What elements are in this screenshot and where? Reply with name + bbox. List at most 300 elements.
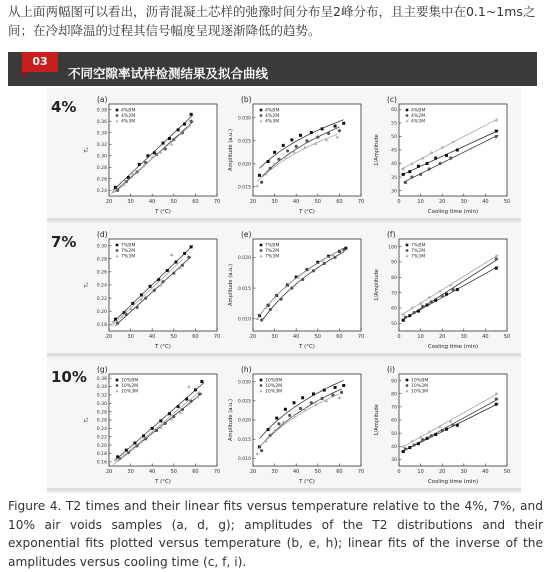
- x-axis-label: Cooling time (min): [427, 209, 479, 215]
- y-tick-label: 70: [391, 291, 397, 297]
- data-point: [430, 300, 433, 303]
- data-point: [404, 181, 407, 184]
- data-point: [277, 158, 280, 161]
- y-tick-label: 90: [391, 379, 397, 385]
- data-point: [421, 305, 424, 308]
- legend-label: 7%3M: [121, 254, 136, 260]
- x-axis-label: T (°C): [155, 479, 171, 485]
- legend-label: 4%3M: [121, 119, 136, 125]
- data-point: [408, 170, 411, 173]
- figure-row-3: [47, 358, 521, 491]
- x-tick-label: 40: [482, 199, 489, 205]
- x-tick-label: 0: [397, 199, 401, 205]
- legend-marker: [116, 109, 119, 112]
- legend-marker: [116, 249, 119, 252]
- y-tick-label: 0.010: [237, 457, 251, 463]
- data-point: [140, 293, 143, 296]
- data-point: [327, 132, 330, 135]
- data-point: [312, 269, 315, 272]
- y-tick-label: 40: [391, 444, 397, 450]
- legend-label: 10%3M: [121, 389, 139, 395]
- x-tick-label: 0: [397, 334, 401, 340]
- x-tick-label: 30: [460, 199, 467, 205]
- legend-label: 4%BM: [265, 108, 280, 114]
- y-tick-label: 0.30: [96, 401, 107, 407]
- data-point: [321, 127, 324, 130]
- legend-label: 4%2M: [265, 114, 280, 120]
- data-point: [430, 434, 433, 437]
- y-tick-label: 0.26: [96, 418, 107, 424]
- figure-row-2: [47, 223, 521, 356]
- y-tick-label: 0.26: [96, 177, 107, 183]
- row-air-void-label: 10%: [51, 368, 87, 386]
- data-point: [438, 162, 441, 165]
- data-point: [321, 397, 324, 400]
- legend-label: 4%BM: [121, 108, 136, 114]
- y-tick-label: 0.28: [96, 257, 107, 263]
- legend-marker: [406, 114, 409, 117]
- y-tick-label: 0.18: [96, 452, 107, 458]
- panel-letter: (e): [241, 230, 252, 239]
- data-point: [174, 261, 177, 264]
- data-point: [445, 154, 448, 157]
- y-tick-label: 0.020: [237, 418, 251, 424]
- x-tick-label: 0: [397, 469, 401, 475]
- data-point: [312, 392, 315, 395]
- legend-label: 7%2M: [411, 249, 426, 255]
- x-tick-label: 60: [336, 469, 343, 475]
- x-tick-label: 40: [149, 334, 156, 340]
- data-point: [151, 427, 154, 430]
- y-tick-label: 80: [391, 392, 397, 398]
- data-point: [310, 131, 313, 134]
- data-point: [172, 272, 175, 275]
- legend-marker: [406, 379, 409, 382]
- y-tick-label: 0.24: [96, 427, 107, 433]
- y-tick-label: 0.015: [237, 185, 251, 191]
- panel-letter: (g): [97, 365, 108, 374]
- x-tick-label: 30: [127, 199, 134, 205]
- data-point: [293, 401, 296, 404]
- data-point: [495, 267, 498, 270]
- x-tick-label: 50: [170, 469, 177, 475]
- data-point: [495, 397, 498, 400]
- data-point: [162, 142, 165, 145]
- subplot-svg: [373, 92, 513, 216]
- data-point: [172, 415, 175, 418]
- x-tick-label: 10: [417, 199, 424, 205]
- data-point: [299, 407, 302, 410]
- data-point: [200, 380, 203, 383]
- y-axis-label: Amplitude (a.u.): [228, 263, 234, 307]
- data-point: [177, 405, 180, 408]
- panel-letter: (i): [387, 365, 395, 374]
- x-tick-label: 20: [105, 334, 113, 340]
- y-tick-label: 0.34: [96, 385, 107, 391]
- subplot: [83, 362, 223, 486]
- y-tick-label: 0.025: [237, 139, 251, 145]
- y-tick-label: 0.015: [237, 286, 251, 292]
- subplot: [227, 92, 367, 216]
- data-point: [177, 128, 180, 131]
- x-tick-label: 50: [314, 199, 321, 205]
- subplot-svg: [83, 92, 223, 216]
- x-tick-label: 50: [314, 469, 321, 475]
- data-point: [295, 145, 298, 148]
- data-point: [135, 306, 138, 309]
- legend-label: 10%2M: [265, 384, 283, 390]
- x-tick-label: 30: [127, 469, 134, 475]
- y-axis-label: T₂: [84, 147, 90, 153]
- legend-marker: [260, 244, 263, 247]
- x-tick-label: 70: [213, 199, 221, 205]
- y-tick-label: 55: [391, 121, 397, 127]
- x-axis-label: T (°C): [155, 209, 171, 215]
- section-header-bar: [8, 52, 537, 86]
- legend-marker: [260, 109, 263, 112]
- x-tick-label: 20: [439, 334, 446, 340]
- x-tick-label: 30: [460, 469, 467, 475]
- y-tick-label: 70: [391, 405, 397, 411]
- subplot-svg: [373, 362, 513, 486]
- data-point: [288, 414, 291, 417]
- y-axis-label: T₂: [84, 417, 90, 423]
- x-tick-label: 60: [192, 469, 199, 475]
- legend-label: 7%BM: [411, 243, 426, 249]
- data-point: [168, 412, 171, 415]
- data-point: [161, 280, 164, 283]
- x-tick-label: 50: [503, 469, 511, 475]
- legend-label: 10%BM: [411, 378, 429, 384]
- subplot-svg: [227, 227, 367, 351]
- data-point: [456, 424, 459, 427]
- x-tick-label: 30: [271, 469, 278, 475]
- panel-letter: (b): [241, 95, 252, 104]
- legend-label: 10%2M: [411, 384, 429, 390]
- data-point: [164, 422, 167, 425]
- data-point: [323, 262, 326, 265]
- data-point: [181, 264, 184, 267]
- data-point: [404, 316, 407, 319]
- subplot: [373, 92, 513, 216]
- data-point: [181, 408, 184, 411]
- data-point: [260, 449, 263, 452]
- x-tick-label: 50: [503, 334, 511, 340]
- subplot-svg: [83, 362, 223, 486]
- y-tick-label: 40: [391, 162, 397, 168]
- subplot: [83, 227, 223, 351]
- data-point: [282, 144, 285, 147]
- data-point: [334, 125, 337, 128]
- panel-letter: (c): [387, 95, 397, 104]
- data-point: [275, 417, 278, 420]
- y-axis-label: T₂: [84, 282, 90, 288]
- subplot: [373, 227, 513, 351]
- figure-4: [47, 88, 521, 493]
- subplot: [373, 362, 513, 486]
- y-tick-label: 0.28: [96, 410, 107, 416]
- data-point: [290, 138, 293, 141]
- x-tick-label: 50: [503, 199, 511, 205]
- row-air-void-label: 4%: [51, 98, 77, 116]
- y-axis-label: Amplitude (a.u.): [228, 128, 234, 172]
- data-point: [456, 288, 459, 291]
- x-tick-label: 20: [249, 334, 257, 340]
- x-axis-label: Cooling time (min): [427, 344, 479, 350]
- data-point: [310, 401, 313, 404]
- data-point: [153, 289, 156, 292]
- legend-marker: [406, 384, 409, 387]
- x-tick-label: 50: [170, 334, 177, 340]
- x-tick-label: 40: [149, 469, 156, 475]
- y-tick-label: 0.025: [237, 399, 251, 405]
- data-point: [441, 429, 444, 432]
- panel-letter: (a): [97, 95, 108, 104]
- data-point: [267, 428, 270, 431]
- y-tick-label: 0.24: [96, 283, 107, 289]
- y-tick-label: 30: [391, 189, 397, 195]
- y-tick-label: 45: [391, 148, 397, 154]
- x-tick-label: 30: [271, 334, 278, 340]
- data-point: [417, 165, 420, 168]
- data-point: [284, 408, 287, 411]
- data-point: [449, 157, 452, 160]
- y-tick-label: 30: [391, 458, 397, 464]
- data-point: [277, 422, 280, 425]
- x-tick-label: 70: [357, 469, 365, 475]
- data-point: [273, 151, 276, 154]
- legend-label: 10%3M: [411, 389, 429, 395]
- data-point: [258, 174, 261, 177]
- y-tick-label: 0.030: [237, 380, 251, 386]
- x-tick-label: 10: [417, 334, 424, 340]
- y-axis-label: 1/Amplitude: [374, 269, 380, 301]
- y-tick-label: 0.010: [237, 317, 251, 323]
- x-tick-label: 70: [357, 334, 365, 340]
- legend-marker: [260, 249, 263, 252]
- x-tick-label: 70: [213, 334, 221, 340]
- y-tick-label: 0.030: [237, 116, 251, 122]
- x-tick-label: 30: [127, 334, 134, 340]
- data-point: [301, 278, 304, 281]
- y-tick-label: 0.22: [96, 296, 107, 302]
- legend-label: 7%3M: [411, 254, 426, 260]
- legend-marker: [406, 244, 409, 247]
- y-tick-label: 0.20: [96, 443, 107, 449]
- x-tick-label: 40: [293, 334, 300, 340]
- legend-label: 4%3M: [265, 119, 280, 125]
- data-point: [495, 403, 498, 406]
- y-tick-label: 0.16: [96, 460, 107, 466]
- subplot-svg: [227, 362, 367, 486]
- legend-label: 7%3M: [265, 254, 280, 260]
- legend-label: 4%BM: [411, 108, 426, 114]
- data-point: [279, 298, 282, 301]
- data-point: [301, 396, 304, 399]
- panel-letter: (h): [241, 365, 252, 374]
- row-air-void-label: 7%: [51, 233, 77, 251]
- x-tick-label: 10: [417, 469, 424, 475]
- x-tick-label: 60: [192, 199, 199, 205]
- x-axis-label: T (°C): [299, 344, 315, 350]
- data-point: [190, 245, 193, 248]
- y-tick-label: 0.20: [96, 309, 107, 315]
- data-point: [338, 129, 341, 132]
- x-tick-label: 20: [439, 199, 446, 205]
- data-point: [426, 162, 429, 165]
- legend-label: 7%2M: [265, 249, 280, 255]
- data-point: [340, 391, 343, 394]
- y-tick-label: 50: [391, 322, 397, 328]
- y-axis-label: Amplitude (a.u.): [228, 398, 234, 442]
- y-tick-label: 0.32: [96, 142, 107, 148]
- data-point: [286, 149, 289, 152]
- y-tick-label: 50: [391, 135, 397, 141]
- y-tick-label: 0.020: [237, 256, 251, 262]
- y-tick-label: 0.32: [96, 393, 107, 399]
- data-point: [495, 130, 498, 133]
- data-point: [189, 120, 192, 123]
- data-point: [190, 113, 193, 116]
- y-axis-label: 1/Amplitude: [374, 134, 380, 166]
- x-axis-label: T (°C): [155, 344, 171, 350]
- data-point: [159, 419, 162, 422]
- subplot-svg: [227, 92, 367, 216]
- data-point: [342, 122, 345, 125]
- legend-label: 4%3M: [411, 119, 426, 125]
- data-point: [133, 442, 136, 445]
- section-number-badge: 03: [22, 52, 58, 72]
- figure-row-1: [47, 88, 521, 221]
- x-tick-label: 60: [336, 334, 343, 340]
- y-tick-label: 60: [391, 418, 397, 424]
- data-point: [413, 311, 416, 314]
- x-tick-label: 40: [482, 469, 489, 475]
- y-tick-label: 60: [391, 306, 397, 312]
- data-point: [299, 134, 302, 137]
- x-tick-label: 20: [249, 469, 257, 475]
- intro-paragraph: 从上面两幅图可以看出，沥青混凝土芯样的弛豫时间分布呈2峰分布，且主要集中在0.1~1ms之间；在冷却降温的过程其信号幅度呈现逐渐降低的趋势。: [8, 4, 536, 38]
- y-tick-label: 0.020: [237, 162, 251, 168]
- legend-marker: [116, 114, 119, 117]
- data-point: [434, 157, 437, 160]
- data-point: [269, 308, 272, 311]
- data-point: [198, 392, 201, 395]
- legend-label: 10%BM: [121, 378, 139, 384]
- data-point: [413, 443, 416, 446]
- x-tick-label: 70: [213, 469, 221, 475]
- y-tick-label: 60: [391, 108, 397, 114]
- data-point: [146, 154, 149, 157]
- subplot-svg: [373, 227, 513, 351]
- x-tick-label: 70: [357, 199, 365, 205]
- data-point: [451, 424, 454, 427]
- x-tick-label: 40: [293, 199, 300, 205]
- legend-label: 7%BM: [121, 243, 136, 249]
- legend-marker: [260, 384, 263, 387]
- data-point: [333, 256, 336, 259]
- data-point: [441, 294, 444, 297]
- data-point: [114, 186, 117, 189]
- y-tick-label: 0.24: [96, 188, 107, 194]
- x-axis-label: T (°C): [299, 209, 315, 215]
- x-tick-label: 30: [460, 334, 467, 340]
- data-point: [323, 389, 326, 392]
- y-tick-label: 0.18: [96, 323, 107, 329]
- subplot: [227, 227, 367, 351]
- x-tick-label: 20: [105, 469, 113, 475]
- data-point: [260, 181, 263, 184]
- legend-label: 10%2M: [121, 384, 139, 390]
- data-point: [187, 256, 190, 259]
- x-tick-label: 40: [482, 334, 489, 340]
- y-tick-label: 0.015: [237, 437, 251, 443]
- legend-label: 4%2M: [411, 114, 426, 120]
- y-axis-label: 1/Amplitude: [374, 404, 380, 436]
- data-point: [419, 173, 422, 176]
- y-tick-label: 0.30: [96, 154, 107, 160]
- x-tick-label: 40: [149, 199, 156, 205]
- data-point: [183, 252, 186, 255]
- data-point: [421, 438, 424, 441]
- subplot: [83, 92, 223, 216]
- data-point: [166, 269, 169, 272]
- data-point: [185, 398, 188, 401]
- x-axis-label: Cooling time (min): [427, 479, 479, 485]
- data-point: [116, 322, 119, 325]
- y-tick-label: 90: [391, 260, 397, 266]
- subplot: [227, 362, 367, 486]
- legend-marker: [116, 244, 119, 247]
- legend-marker: [260, 379, 263, 382]
- y-tick-label: 0.22: [96, 435, 107, 441]
- data-point: [402, 173, 405, 176]
- x-tick-label: 60: [192, 334, 199, 340]
- legend-marker: [406, 109, 409, 112]
- legend-label: 7%2M: [121, 249, 136, 255]
- x-tick-label: 20: [439, 469, 446, 475]
- data-point: [267, 160, 270, 163]
- legend-marker: [116, 379, 119, 382]
- legend-marker: [406, 249, 409, 252]
- data-point: [168, 137, 171, 140]
- legend-marker: [116, 384, 119, 387]
- data-point: [456, 149, 459, 152]
- data-point: [260, 318, 263, 321]
- x-axis-label: T (°C): [299, 479, 315, 485]
- data-point: [404, 447, 407, 450]
- data-point: [316, 136, 319, 139]
- x-tick-label: 50: [314, 334, 321, 340]
- x-tick-label: 20: [249, 199, 257, 205]
- y-tick-label: 0.36: [96, 119, 107, 125]
- figure-caption: Figure 4. T2 times and their linear fits versus temperature relative to the 4%, 7%, and 10% air voids samples (a, d, g); amplitudes of the T2 distributions and their exponential fits plotted versus temperature (b, e, h); linear fits of the inverse of the amplitudes versus cooling time (c, f, i).: [8, 499, 543, 569]
- data-point: [495, 135, 498, 138]
- y-tick-label: 0.28: [96, 165, 107, 171]
- x-tick-label: 20: [105, 199, 113, 205]
- legend-label: 7%BM: [265, 243, 280, 249]
- data-point: [334, 386, 337, 389]
- y-tick-label: 0.36: [96, 376, 107, 382]
- data-point: [125, 449, 128, 452]
- data-point: [131, 302, 134, 305]
- subplot-svg: [83, 227, 223, 351]
- data-point: [445, 293, 448, 296]
- y-tick-label: 35: [391, 175, 397, 181]
- legend-label: 4%2M: [121, 114, 136, 120]
- y-tick-label: 80: [391, 276, 397, 282]
- data-point: [428, 167, 431, 170]
